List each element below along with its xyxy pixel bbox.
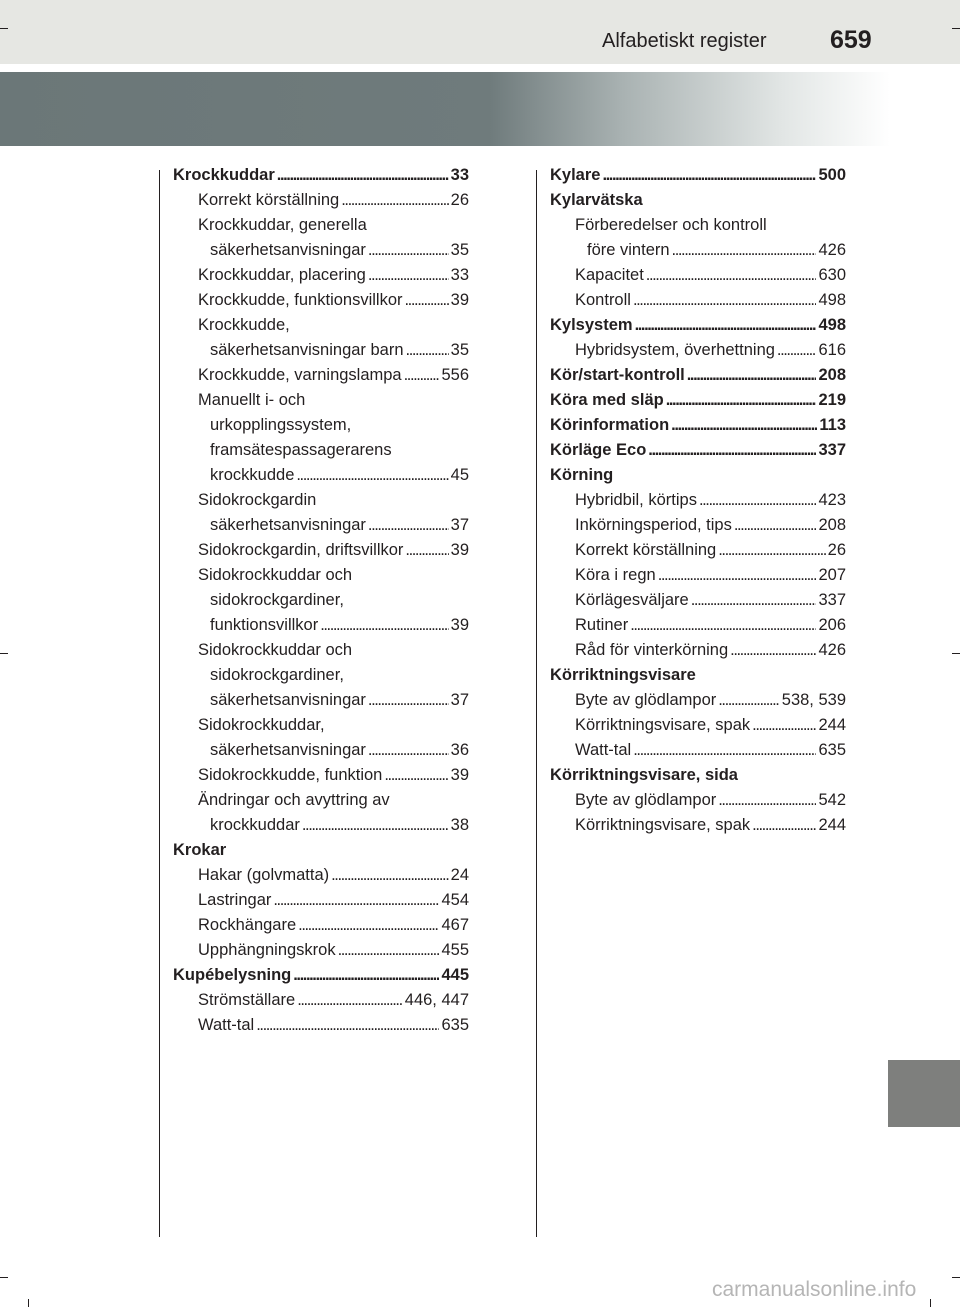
- dot-leader: [630, 613, 816, 638]
- index-entry: [173, 463, 469, 488]
- entry-label: Köra i regn: [575, 566, 656, 584]
- entry-label: säkerhetsanvisningar: [210, 516, 366, 534]
- index-entry: [173, 1013, 469, 1038]
- page-reference: 38: [450, 816, 469, 834]
- page-reference: 635: [441, 1016, 469, 1034]
- dot-leader: [646, 263, 817, 288]
- dot-leader: [298, 913, 439, 938]
- index-entry: [173, 613, 469, 638]
- page-reference: 37: [450, 691, 469, 709]
- page-reference: 33: [450, 166, 469, 184]
- entry-label: säkerhetsanvisningar: [210, 741, 366, 759]
- entry-label: krockkuddar: [210, 816, 300, 834]
- entry-label: funktionsvillkor: [210, 616, 319, 634]
- page-reference: 446, 447: [404, 991, 469, 1009]
- page-reference: 616: [818, 341, 846, 359]
- entry-label: Sidokrockkuddar och: [198, 566, 353, 584]
- dot-leader: [320, 613, 448, 638]
- index-heading: [173, 163, 469, 188]
- entry-label: Korrekt körställning: [575, 541, 717, 559]
- index-entry: [550, 238, 846, 263]
- index-entry: [550, 588, 846, 613]
- index-entry: [550, 638, 846, 663]
- dot-leader: [277, 163, 449, 188]
- index-heading: [550, 313, 846, 338]
- entry-label: Krockkuddar, generella: [198, 216, 367, 234]
- page-reference: 39: [450, 541, 469, 559]
- crop-mark: [952, 28, 960, 29]
- index-entry: [550, 788, 846, 813]
- dot-leader: [404, 363, 440, 388]
- index-heading: [550, 388, 846, 413]
- entry-label: Strömställare: [198, 991, 296, 1009]
- index-entry: [550, 288, 846, 313]
- entry-label: Kylare: [550, 166, 601, 184]
- page-reference: 36: [450, 741, 469, 759]
- page-reference: 423: [818, 491, 846, 509]
- page-reference: 26: [827, 541, 846, 559]
- dot-leader: [718, 538, 825, 563]
- entry-label: Körriktningsvisare, spak: [575, 816, 751, 834]
- dot-leader: [331, 863, 449, 888]
- page-reference: 635: [818, 741, 846, 759]
- entry-label: Hybridbil, körtips: [575, 491, 697, 509]
- dot-leader: [273, 888, 439, 913]
- entry-label: krockkudde: [210, 466, 295, 484]
- entry-label: Upphängningskrok: [198, 941, 336, 959]
- entry-label: Körinformation: [550, 416, 670, 434]
- page-reference: 45: [450, 466, 469, 484]
- entry-label: Byte av glödlampor: [575, 791, 717, 809]
- index-entry: [173, 738, 469, 763]
- dot-leader: [368, 238, 449, 263]
- entry-label: urkopplingssystem,: [210, 416, 352, 434]
- right-column-rule: [536, 170, 537, 1237]
- index-heading: [550, 463, 846, 488]
- entry-label: Krokar: [173, 841, 227, 859]
- index-entry: [173, 863, 469, 888]
- page-reference: 37: [450, 516, 469, 534]
- dot-leader: [718, 788, 816, 813]
- dot-leader: [341, 188, 448, 213]
- index-entry: [550, 563, 846, 588]
- index-entry: [173, 813, 469, 838]
- entry-label: Rutiner: [575, 616, 629, 634]
- index-entry: [173, 913, 469, 938]
- entry-label: Körriktningsvisare, sida: [550, 766, 738, 784]
- page-reference: 455: [441, 941, 469, 959]
- page-reference: 39: [450, 616, 469, 634]
- dot-leader: [734, 513, 817, 538]
- page-reference: 35: [450, 341, 469, 359]
- page-reference: 244: [818, 716, 846, 734]
- index-entry: [173, 888, 469, 913]
- page-reference: 426: [818, 641, 846, 659]
- page-reference: 35: [450, 241, 469, 259]
- entry-label: framsätespassagerarens: [210, 441, 392, 459]
- entry-label: Krockkudde,: [198, 316, 290, 334]
- header-band: [0, 0, 960, 64]
- entry-label: Sidokrockkuddar och: [198, 641, 353, 659]
- page-number: 659: [830, 26, 872, 54]
- page-reference: 33: [450, 266, 469, 284]
- entry-label: Ändringar och avyttring av: [198, 791, 390, 809]
- index-heading: [550, 188, 846, 213]
- dot-leader: [384, 763, 448, 788]
- entry-label: Förberedelser och kontroll: [575, 216, 767, 234]
- entry-label: Watt-tal: [198, 1016, 255, 1034]
- page-reference: 500: [818, 166, 846, 184]
- entry-label: Körlägesväljare: [575, 591, 689, 609]
- section-title: Alfabetiskt register: [602, 30, 767, 52]
- dot-leader: [368, 738, 449, 763]
- index-entry: [550, 513, 846, 538]
- index-entry: [173, 588, 469, 613]
- entry-label: Kylarvätska: [550, 191, 643, 209]
- index-heading: [550, 363, 846, 388]
- index-heading: [550, 763, 846, 788]
- index-entry: [173, 413, 469, 438]
- dot-leader: [777, 338, 817, 363]
- index-entry: [173, 313, 469, 338]
- dot-leader: [297, 988, 403, 1013]
- entry-label: Kupébelysning: [173, 966, 292, 984]
- crop-mark: [952, 1277, 960, 1278]
- page-reference: 206: [818, 616, 846, 634]
- dot-leader: [368, 688, 449, 713]
- crop-mark: [952, 653, 960, 654]
- dot-leader: [633, 288, 817, 313]
- index-entry: [173, 638, 469, 663]
- index-heading: [173, 963, 469, 988]
- entry-label: Kapacitet: [575, 266, 644, 284]
- dot-leader: [671, 413, 817, 438]
- crop-mark: [0, 1277, 8, 1278]
- crop-mark: [0, 28, 8, 29]
- thumb-index-tab: [888, 1060, 960, 1127]
- dot-leader: [338, 938, 440, 963]
- page-reference: 208: [818, 366, 846, 384]
- page-reference: 219: [818, 391, 846, 409]
- dot-leader: [368, 513, 449, 538]
- dot-leader: [602, 163, 816, 188]
- header-banner: [0, 72, 890, 146]
- entry-label: Lastringar: [198, 891, 272, 909]
- entry-label: Körriktningsvisare: [550, 666, 696, 684]
- index-entry: [550, 213, 846, 238]
- entry-label: Korrekt körställning: [198, 191, 340, 209]
- entry-label: Kylsystem: [550, 316, 633, 334]
- dot-leader: [406, 338, 449, 363]
- entry-label: Råd för vinterkörning: [575, 641, 729, 659]
- page-reference: 498: [818, 316, 846, 334]
- entry-label: säkerhetsanvisningar: [210, 241, 366, 259]
- index-entry: [173, 938, 469, 963]
- entry-label: Byte av glödlampor: [575, 691, 717, 709]
- dot-leader: [296, 463, 448, 488]
- dot-leader: [658, 563, 817, 588]
- index-entry: [550, 488, 846, 513]
- entry-label: Kontroll: [575, 291, 631, 309]
- page-reference: 244: [818, 816, 846, 834]
- index-entry: [173, 788, 469, 813]
- page-reference: 426: [818, 241, 846, 259]
- page-reference: 24: [450, 866, 469, 884]
- watermark: carmanualsonline.info: [712, 1278, 917, 1301]
- index-column-left: [173, 163, 469, 1038]
- page-reference: 113: [819, 416, 846, 434]
- dot-leader: [648, 438, 816, 463]
- page-reference: 207: [818, 566, 846, 584]
- entry-label: Körläge Eco: [550, 441, 647, 459]
- index-entry: [173, 563, 469, 588]
- entry-label: Körriktningsvisare, spak: [575, 716, 751, 734]
- index-column-right: [550, 163, 846, 838]
- index-entry: [173, 363, 469, 388]
- page-reference: 39: [450, 766, 469, 784]
- dot-leader: [687, 363, 817, 388]
- index-entry: [550, 738, 846, 763]
- entry-label: Sidokrockkuddar,: [198, 716, 325, 734]
- entry-label: Sidokrockgardin, driftsvillkor: [198, 541, 404, 559]
- page-reference: 337: [818, 441, 846, 459]
- dot-leader: [293, 963, 439, 988]
- dot-leader: [256, 1013, 439, 1038]
- index-entry: [173, 513, 469, 538]
- index-entry: [550, 338, 846, 363]
- page-reference: 630: [818, 266, 846, 284]
- dot-leader: [368, 263, 449, 288]
- dot-leader: [691, 588, 817, 613]
- entry-label: Manuellt i- och: [198, 391, 306, 409]
- index-entry: [173, 713, 469, 738]
- entry-label: Kör/start-kontroll: [550, 366, 685, 384]
- index-heading: [550, 163, 846, 188]
- dot-leader: [752, 813, 816, 838]
- entry-label: Krockkuddar, placering: [198, 266, 366, 284]
- index-entry: [173, 338, 469, 363]
- index-entry: [173, 388, 469, 413]
- dot-leader: [405, 538, 448, 563]
- entry-label: före vintern: [587, 241, 670, 259]
- dot-leader: [405, 288, 449, 313]
- dot-leader: [718, 688, 780, 713]
- index-heading: [173, 838, 469, 863]
- dot-leader: [699, 488, 817, 513]
- index-entry: [550, 538, 846, 563]
- index-entry: [173, 263, 469, 288]
- index-entry: [173, 213, 469, 238]
- crop-mark: [28, 1299, 29, 1307]
- entry-label: Sidokrockkudde, funktion: [198, 766, 383, 784]
- dot-leader: [635, 313, 817, 338]
- dot-leader: [752, 713, 816, 738]
- index-entry: [173, 988, 469, 1013]
- page-reference: 208: [818, 516, 846, 534]
- index-heading: [550, 663, 846, 688]
- page-reference: 538, 539: [781, 691, 846, 709]
- index-entry: [550, 713, 846, 738]
- entry-label: Hybridsystem, överhettning: [575, 341, 775, 359]
- entry-label: Inkörningsperiod, tips: [575, 516, 732, 534]
- page-reference: 467: [441, 916, 469, 934]
- entry-label: Köra med släp: [550, 391, 664, 409]
- dot-leader: [302, 813, 449, 838]
- crop-mark: [930, 1299, 931, 1307]
- page-reference: 542: [818, 791, 846, 809]
- page-reference: 454: [441, 891, 469, 909]
- index-entry: [550, 688, 846, 713]
- page-reference: 498: [818, 291, 846, 309]
- index-entry: [173, 238, 469, 263]
- index-entry: [173, 763, 469, 788]
- dot-leader: [672, 238, 817, 263]
- page-reference: 26: [450, 191, 469, 209]
- entry-label: Rockhängare: [198, 916, 297, 934]
- dot-leader: [730, 638, 816, 663]
- entry-label: sidokrockgardiner,: [210, 666, 344, 684]
- entry-label: sidokrockgardiner,: [210, 591, 344, 609]
- page-reference: 337: [818, 591, 846, 609]
- entry-label: Hakar (golvmatta): [198, 866, 330, 884]
- page-reference: 39: [450, 291, 469, 309]
- entry-label: Krockkuddar: [173, 166, 275, 184]
- index-entry: [173, 538, 469, 563]
- index-entry: [173, 288, 469, 313]
- left-column-rule: [159, 170, 160, 1237]
- index-entry: [173, 188, 469, 213]
- dot-leader: [666, 388, 817, 413]
- entry-label: Körning: [550, 466, 614, 484]
- crop-mark: [0, 653, 8, 654]
- entry-label: säkerhetsanvisningar barn: [210, 341, 404, 359]
- page-reference: 445: [441, 966, 469, 984]
- index-entry: [173, 438, 469, 463]
- index-entry: [550, 813, 846, 838]
- entry-label: Watt-tal: [575, 741, 632, 759]
- index-entry: [173, 663, 469, 688]
- dot-leader: [633, 738, 816, 763]
- index-heading: [550, 438, 846, 463]
- index-entry: [173, 688, 469, 713]
- entry-label: Krockkudde, funktionsvillkor: [198, 291, 403, 309]
- index-entry: [173, 488, 469, 513]
- index-heading: [550, 413, 846, 438]
- index-entry: [550, 613, 846, 638]
- entry-label: Krockkudde, varningslampa: [198, 366, 402, 384]
- entry-label: säkerhetsanvisningar: [210, 691, 366, 709]
- page-reference: 556: [441, 366, 469, 384]
- index-entry: [550, 263, 846, 288]
- entry-label: Sidokrockgardin: [198, 491, 317, 509]
